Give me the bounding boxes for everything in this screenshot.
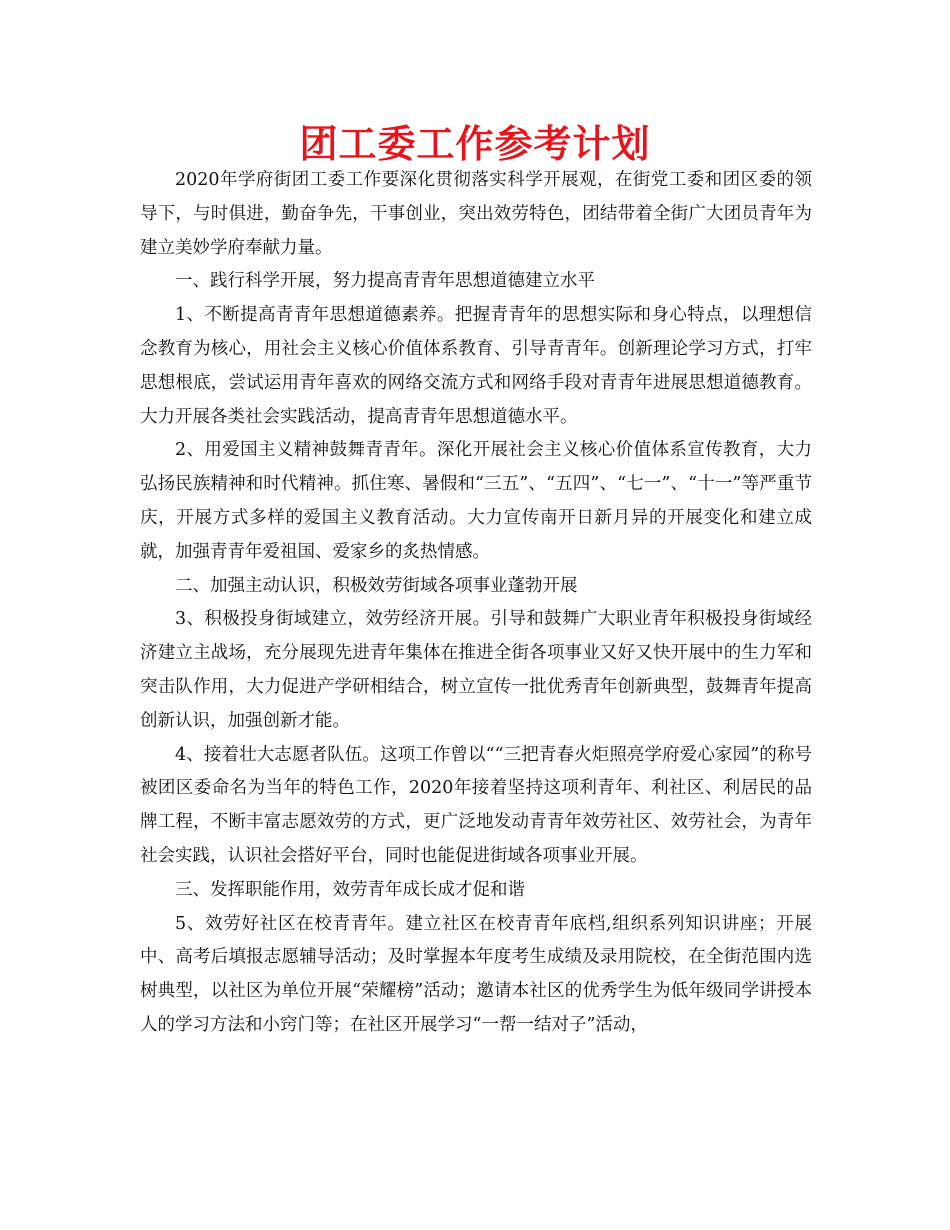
paragraph-item-3: 3、积极投身街域建立，效劳经济开展。引导和鼓舞广大职业青年积极投身街域经济建立主战场，充分展现先进青年集体在推进全街各项事业又好又快开展中的生力军和突击队作用，大力促进产学研相结合，树立宣传一批优秀青年创新典型，鼓舞青年提高创新认识，加强创新才能。 (140, 609, 812, 731)
paragraph-item-4: 4、接着壮大志愿者队伍。这项工作曾以““三把青春火炬照亮学府爱心家园”的称号被团区委命名为当年的特色工作，2020年接着坚持这项利青年、利社区、利居民的品牌工程，不断丰富志愿效劳的方式，更广泛地发动青青年效劳社区、效劳社会，为青年社会实践，认识社会搭好平台，同时也能促进街域各项事业开展。 (140, 744, 812, 866)
section-heading-1: 一、践行科学开展，努力提高青青年思想道德建立水平 (175, 271, 595, 292)
document-body (140, 164, 812, 1043)
paragraph-item-5: 5、效劳好社区在校青青年。建立社区在校青青年底档,组织系列知识讲座；开展中、高考后填报志愿辅导活动；及时掌握本年度考生成绩及录用院校，在全街范围内选树典型，以社区为单位开展“荣耀榜”活动；邀请本社区的优秀学生为低年级同学讲授本人的学习方法和小窍门等；在社区开展学习“一帮一结对子”活动， (140, 913, 812, 1035)
paragraph-item-2: 2、用爱国主义精神鼓舞青青年。深化开展社会主义核心价值体系宣传教育，大力弘扬民族精神和时代精神。抓住寒、暑假和“三五”、“五四”、“七一”、“十一”等严重节庆，开展方式多样的爱国主义教育活动。大力宣传南开日新月异的开展变化和建立成就，加强青青年爱祖国、爱家乡的炙热情感。 (140, 440, 812, 562)
paragraph-intro: 2020年学府街团工委工作要深化贯彻落实科学开展观，在街党工委和团区委的领导下，与时俱进，勤奋争先，干事创业，突出效劳特色，团结带着全街广大团员青年为建立美妙学府奉献力量。 (140, 170, 812, 258)
document-title: 团工委工作参考计划 (299, 121, 651, 166)
section-heading-3: 三、发挥职能作用，效劳青年成长成才促和谐 (175, 879, 525, 900)
paragraph-item-1: 1、不断提高青青年思想道德素养。把握青青年的思想实际和身心特点，以理想信念教育为核心，用社会主义核心价值体系教育、引导青青年。创新理论学习方式，打牢思想根底，尝试运用青年喜欢的网络交流方式和网络手段对青青年进展思想道德教育。大力开展各类社会实践活动，提高青青年思想道德水平。 (140, 305, 812, 427)
section-heading-2: 二、加强主动认识，积极效劳街域各项事业蓬勃开展 (175, 575, 578, 596)
